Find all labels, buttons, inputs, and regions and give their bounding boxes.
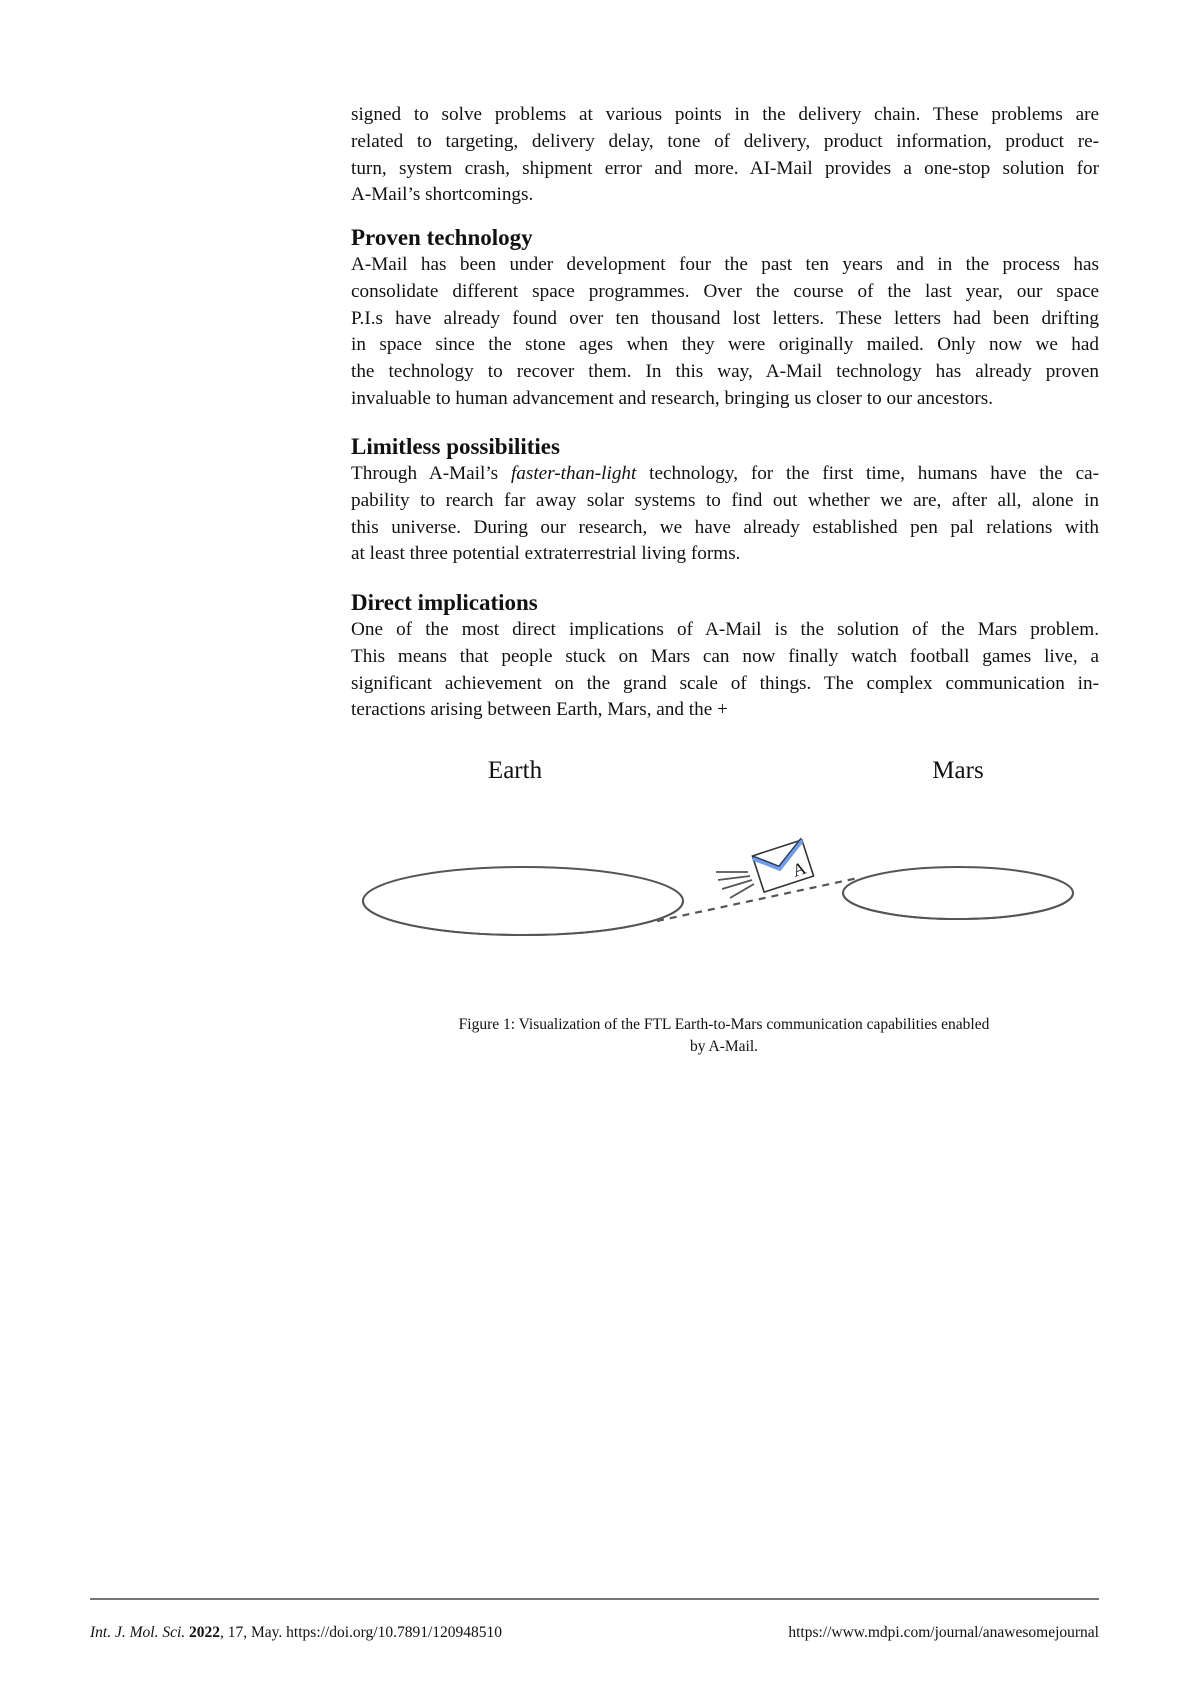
section-heading: Limitless possibilities [351, 434, 560, 459]
earth-label: Earth [487, 757, 543, 784]
envelope-letter: A [789, 857, 809, 881]
journal-name: Int. J. Mol. Sci. [90, 1624, 186, 1641]
mars-label: Mars [932, 757, 984, 784]
text-span: Through A-Mail’s [351, 463, 511, 484]
text-line: this universe. During our research, we have already established pen pal relations with [351, 516, 1099, 538]
caption-line: by A-Mail. [689, 1038, 759, 1055]
mars-orbit-ring-front [843, 893, 1073, 919]
footer-journal-url[interactable]: https://www.mdpi.com/journal/anawesomejournal [788, 1624, 1099, 1641]
citation-year: 2022 [189, 1624, 221, 1641]
text-line: at least three potential extraterrestrial living forms. [351, 543, 741, 565]
earth-globe [426, 809, 608, 993]
text-line: invaluable to human advancement and research, bringing us closer to our ancestors. [351, 387, 994, 409]
text-line: in space since the stone ages when they were originally mailed. Only now we had [351, 334, 1099, 356]
figure-caption [380, 1014, 1068, 1058]
earth-orbit-ring-front [363, 901, 683, 935]
text-span: technology, for the first time, humans have the ca- [636, 463, 1099, 484]
transmission-path [657, 878, 858, 921]
footer-citation [90, 1624, 502, 1642]
caption-line: Figure 1: Visualization of the FTL Earth-to-Mars communication capabilities enabled [458, 1016, 990, 1033]
mars-planet [890, 819, 1032, 963]
text-line: One of the most direct implications of A-Mail is the solution of the Mars problem. [351, 619, 1099, 640]
citation-details[interactable]: , 17, May. https://doi.org/10.7891/120948510 [220, 1624, 503, 1641]
section-heading: Proven technology [351, 225, 533, 250]
footer-divider [90, 1598, 1099, 1600]
text-line: This means that people stuck on Mars can now finally watch football games live, a [351, 645, 1099, 667]
text-line: A-Mail has been under development four the past ten years and in the process has [351, 254, 1099, 275]
text-line: P.I.s have already found over ten thousand lost letters. These letters had been drifting [351, 307, 1099, 329]
section-heading: Direct implications [351, 590, 538, 615]
text-line: related to targeting, delivery delay, tone of delivery, product information, product re- [351, 130, 1099, 152]
text-line: turn, system crash, shipment error and more. AI-Mail provides a one-stop solution for [351, 157, 1099, 179]
text-line: consolidate different space programmes. Over the course of the last year, our space [351, 280, 1099, 302]
text-line: pability to rearch far away solar systems to find out whether we are, after all, alone in [351, 489, 1099, 511]
speed-lines-icon [716, 872, 754, 898]
text-line: significant achievement on the grand scale of things. The complex communication in- [351, 672, 1099, 694]
text-line: the technology to recover them. In this way, A-Mail technology has already proven [351, 361, 1099, 383]
text-line: A-Mail’s shortcomings. [351, 184, 534, 206]
emphasis-text: faster-than-light [510, 463, 637, 484]
text-line: signed to solve problems at various points in the delivery chain. These problems are [351, 104, 1099, 125]
text-line: teractions arising between Earth, Mars, and the + [351, 699, 728, 721]
envelope-icon [752, 838, 814, 892]
